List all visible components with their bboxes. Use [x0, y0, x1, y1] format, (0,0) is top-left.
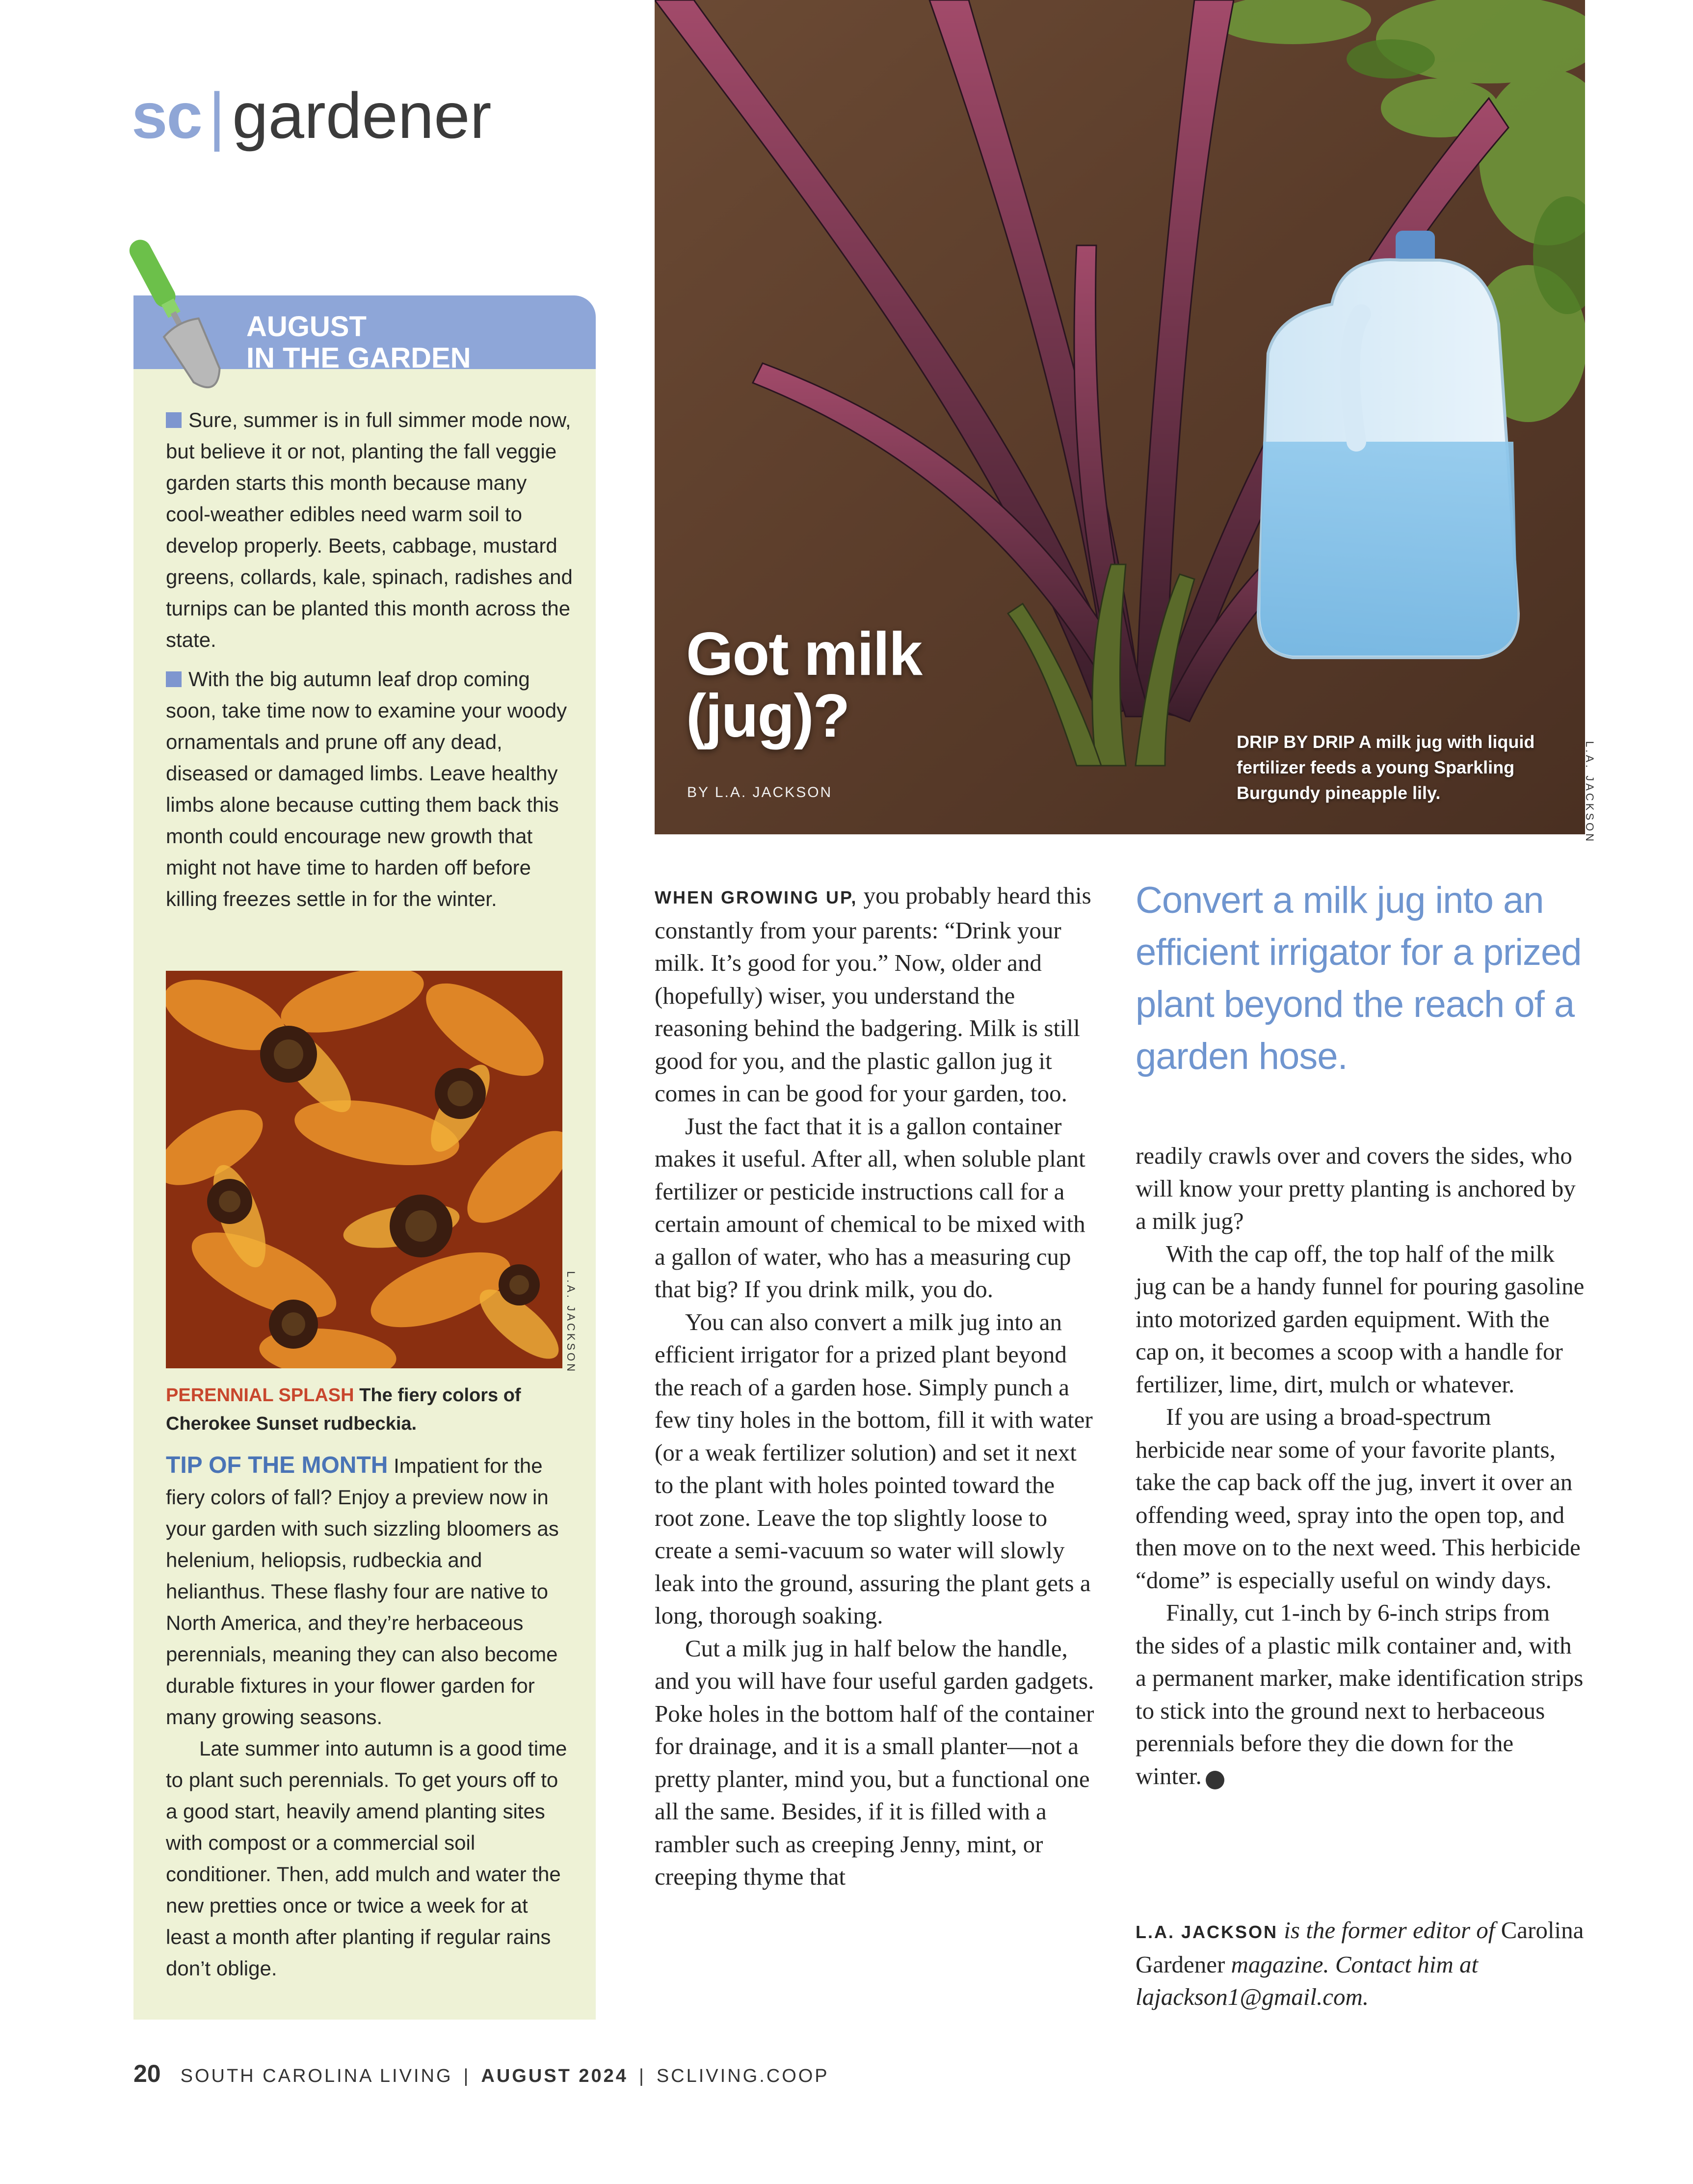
bio-text-1: is the former editor of	[1284, 1917, 1495, 1944]
page-footer	[133, 2059, 829, 2088]
article-lead-in: WHEN GROWING UP,	[655, 887, 858, 907]
masthead-divider: |	[208, 80, 226, 152]
byline: BY L.A. JACKSON	[687, 784, 833, 800]
sidebar-title	[246, 311, 471, 369]
hero-caption: DRIP BY DRIP A milk jug with liquid fertilizer feeds a young Sparkling Burgundy pineapple lily.	[1237, 732, 1535, 803]
footer-divider: |	[638, 2066, 646, 2086]
sidebar-title-line2: IN THE GARDEN	[246, 342, 471, 369]
flower-caption	[166, 1381, 573, 1438]
article-p2: Just the fact that it is a gallon container makes it useful. After all, when soluble plant fertilizer or pesticide instructions call for a certain amount of chemical to be mixed with a gallon of water, who has a measuring cup that big? If you drink milk, you do.	[655, 1112, 1085, 1303]
page-number: 20	[133, 2060, 161, 2087]
sidebar-bullet-1	[166, 404, 573, 656]
footer-divider: |	[463, 2066, 471, 2086]
flower-caption-text: The fiery colors of Cherokee Sunset rudbeckia.	[166, 1385, 521, 1434]
rudbeckia-photo	[166, 971, 562, 1368]
bullet-square-icon	[166, 412, 182, 428]
rudbeckia-illustration	[166, 971, 562, 1368]
trowel-icon	[113, 226, 240, 412]
sidebar-bullet-2-text: With the big autumn leaf drop coming soon, take time now to examine your woody ornamentals and prune off any dead, diseased or damaged limbs. Leave healthy limbs alone because cutting them back this month could encourage new growth that might not have time to harden off before killing freezes settle in for the winter.	[166, 667, 567, 910]
bio-name: L.A. JACKSON	[1136, 1922, 1278, 1942]
bio-text-2: magazine. Contact him at lajackson1@gmail.com.	[1136, 1951, 1479, 2010]
tip-text-2: Late summer into autumn is a good time to plant such perennials. To get yours off to a good start, heavily amend planting sites with compost or a commercial soil conditioner. Then, add mulch and water the new pretties once or twice a week for at least a month after planting if regular rains don’t oblige.	[166, 1737, 567, 1980]
masthead-word: gardener	[232, 80, 492, 152]
article-title-line1: Got milk	[686, 620, 922, 688]
article-p7: If you are using a broad-spectrum herbicide near some of your favorite plants, take the cap back off the jug, invert it over an offending weed, spray into the open top, and then move on to the next weed. This herbicide “dome” is especially useful on windy days.	[1136, 1403, 1581, 1594]
footer-magazine: SOUTH CAROLINA LIVING	[180, 2066, 453, 2086]
article-p4: Cut a milk jug in half below the handle, and you will have four useful garden gadgets. Poke holes in the bottom half of the container for drainage, and it is a small planter—not a pretty planter, mind you, but a functional one all the same. Besides, if it is filled with a rambler such as creeping Jenny, mint, or creeping thyme that	[655, 1634, 1094, 1890]
article-title	[686, 620, 922, 750]
flower-caption-kicker: PERENNIAL SPLASH	[166, 1385, 354, 1406]
sidebar-bullet-2	[166, 664, 573, 915]
article-title-line2: (jug)?	[686, 682, 849, 750]
footer-site: SCLIVING.COOP	[656, 2066, 829, 2086]
masthead	[132, 80, 492, 152]
flower-photo-credit: L.A. JACKSON	[565, 1271, 577, 1374]
article-p5: readily crawls over and covers the sides, who will know your pretty planting is anchored by a milk jug?	[1136, 1142, 1576, 1234]
hero-photo-credit: L.A. JACKSON	[1584, 741, 1596, 844]
article-column-2	[1136, 1140, 1585, 1792]
article-p6: With the cap off, the top half of the milk jug can be a handy funnel for pouring gasoline into motorized garden equipment. With the cap on, it becomes a scoop with a handle for fertilizer, lime, dirt, mulch or whatever.	[1136, 1240, 1585, 1398]
article-column-1	[655, 879, 1096, 1893]
tip-of-the-month	[166, 1450, 573, 1984]
article-p8: Finally, cut 1-inch by 6-inch strips from the sides of a plastic milk container and, with a permanent marker, make identification strips to stick into the ground next to herbaceous perennials before they die down for the winter.	[1136, 1599, 1584, 1789]
sidebar-title-line1: AUGUST	[246, 311, 367, 343]
article-p1: you probably heard this constantly from your parents: “Drink your milk. It’s good for you.” Now, older and (hopefully) wiser, you understand the reasoning behind the badgering. Milk is still good for you, and the plastic gallon jug it comes in can be good for your garden, too.	[655, 882, 1091, 1107]
article-p3: You can also convert a milk jug into an efficient irrigator for a prized plant beyond the reach of a garden hose. Simply punch a few tiny holes in the bottom, fill it with water (or a weak fertilizer solution) and set it next to the plant with holes pointed toward the root zone. Leave the top slightly loose to create a semi-vacuum so water will slowly leak into the ground, assuring the plant gets a long, thorough soaking.	[655, 1308, 1093, 1629]
tip-kicker: TIP OF THE MONTH	[166, 1452, 388, 1478]
footer-issue: AUGUST 2024	[481, 2066, 628, 2086]
pull-quote: Convert a milk jug into an efficient irrigator for a prized plant beyond the reach of a garden hose.	[1136, 879, 1582, 1077]
author-bio	[1136, 1914, 1585, 2013]
bullet-square-icon	[166, 671, 182, 687]
masthead-sc: sc	[132, 80, 202, 152]
tip-text: Impatient for the fiery colors of fall? Enjoy a preview now in your garden with such sizzling bloomers as helenium, heliopsis, rudbeckia and helianthus. These flashy four are native to North America, and they’re herbaceous perennials, meaning they can also become durable fixtures in your flower garden for many growing seasons.	[166, 1454, 559, 1729]
end-mark-icon: SC	[1206, 1771, 1224, 1789]
bio-publication: Carolina Gardener	[1136, 1917, 1584, 1978]
sidebar-bullet-1-text: Sure, summer is in full simmer mode now, but believe it or not, planting the fall veggie garden starts this month because many cool-weather edibles need warm soil to develop properly. Beets, cabbage, mustard greens, collards, kale, spinach, radishes and turnips can be planted this month across the state.	[166, 408, 573, 651]
